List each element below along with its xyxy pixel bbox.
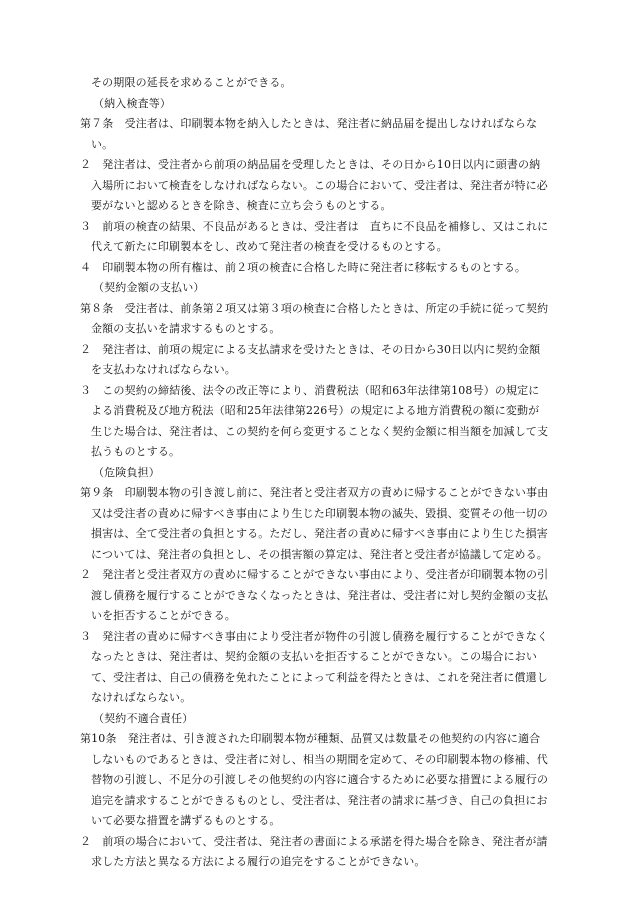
section-heading-risk: （危険負担） [93, 465, 160, 479]
article-10 [80, 729, 550, 832]
paragraph-text: その期限の延長を求めることができる。 [91, 76, 292, 89]
paragraph-text: 受注者は、印刷製本物を納入したときは、発注者に納品届を提出しなければならない。 [91, 117, 538, 151]
clause-number: ２ [80, 834, 92, 848]
section-heading-payment: （契約金額の支払い） [93, 281, 205, 294]
article-9-clause-2 [80, 565, 550, 627]
contract-text [80, 73, 550, 873]
clause-number: ２ [80, 342, 92, 356]
article-9 [80, 483, 550, 565]
paragraph-text: 前項の場合において、受注者は、発注者の書面による承諾を得た場合を除き、発注者が請求した方法と異なる方法による履行の追完をすることができない。 [91, 834, 548, 868]
section-heading-nonconformity: （契約不適合責任） [93, 711, 194, 725]
article-10-clause-2 [80, 832, 550, 873]
clause-number: ２ [80, 158, 92, 171]
paragraph-text: 前項の検査の結果、不良品があるときは、受注者は 直ちに不良品を補修し、又はこれに代えて新たに印刷製本をし、改めて発注者の検査を受けるものとする。 [91, 219, 549, 253]
paragraph-text: この契約の締結後、法令の改正等により、消費税法（昭和63年法律第108号）の規定による消費税及び地方税法（昭和25年法律第226号）の規定による地方消費税の額に変動が生じた場合は、発注者は、この契約を何ら変更することなく契約金額に相当額を加減して支払うものとする。 [91, 383, 549, 458]
paragraph-text: 発注者は、引き渡された印刷製本物が種類、品質又は数量その他契約の内容に適合しないものであるときは、受注者に対し、相当の期間を定めて、その印刷製本物の修補、代替物の引渡し、不足分の引渡しその他契約の内容に適合するために必要な措置による履行の追完を請求することができるものとし、受注者は、発注者の請求に基づき、自己の負担において必要な措置を講ずるものとする。 [91, 732, 549, 827]
paragraph-text: 発注者と受注者双方の責めに帰することができない事由により、受注者が印刷製本物の引渡し債務を履行することができなくなったときは、発注者は、受注者に対し契約金額の支払いを拒否することができる。 [91, 568, 549, 622]
section-heading-inspection: （納入検査等） [93, 96, 172, 110]
clause-number: ２ [80, 568, 92, 581]
article-8-clause-3 [80, 381, 550, 463]
article-number: 第９条 [80, 486, 114, 499]
paragraph-text: 発注者の責めに帰すべき事由により受注者が物件の引渡し債務を履行することができなくなったときは、発注者は、契約金額の支払いを拒否することができない。この場合において、受注者は、自己の債務を免れたことによって利益を得たときは、これを発注者に償還しなければならない。 [91, 629, 549, 704]
paragraph-text: 印刷製本物の引き渡し前に、発注者と受注者双方の責めに帰することができない事由又は受注者の責めに帰すべき事由により生じた印刷製本物の滅失、毀損、変質その他一切の損害は、全て受注者の負担とする。ただし、発注者の責めに帰すべき事由により生じた損害については、発注者の負担とし、その損害額の算定は、発注者と受注者が協議して定める。 [91, 486, 549, 561]
article-7-clause-3 [80, 217, 550, 258]
article-8-clause-2 [80, 340, 550, 381]
paragraph-text: 受注者は、前条第２項又は第３項の検査に合格したときは、所定の手続に従って契約金額の支払いを請求するものとする。 [91, 301, 549, 335]
paragraph-text: 印刷製本物の所有権は、前２項の検査に合格した時に発注者に移転するものとする。 [91, 260, 527, 274]
article-number: 第10条 [80, 732, 117, 745]
article-8 [80, 299, 550, 340]
clause-number: ３ [80, 383, 92, 397]
article-7 [80, 114, 550, 155]
article-9-clause-3 [80, 627, 550, 709]
article-7-clause-2 [80, 155, 550, 217]
article-number: 第８条 [80, 301, 114, 315]
clause-number: ３ [80, 629, 92, 643]
article-number: 第７条 [80, 117, 114, 130]
paragraph-text: 発注者は、前項の規定による支払請求を受けたときは、その日から30日以内に契約金額を支払わなければならない。 [91, 342, 541, 376]
paragraph-text: 発注者は、受注者から前項の納品届を受理したときは、その日から10日以内に頭書の納入場所において検査をしなければならない。この場合において、受注者は、発注者が特に必要がないと認めるときを除き、検査に立ち会うものとする。 [91, 158, 548, 212]
article-7-clause-4 [80, 258, 550, 279]
clause-number: ４ [80, 260, 92, 274]
clause-number: ３ [80, 219, 92, 233]
continued-paragraph [80, 73, 550, 94]
